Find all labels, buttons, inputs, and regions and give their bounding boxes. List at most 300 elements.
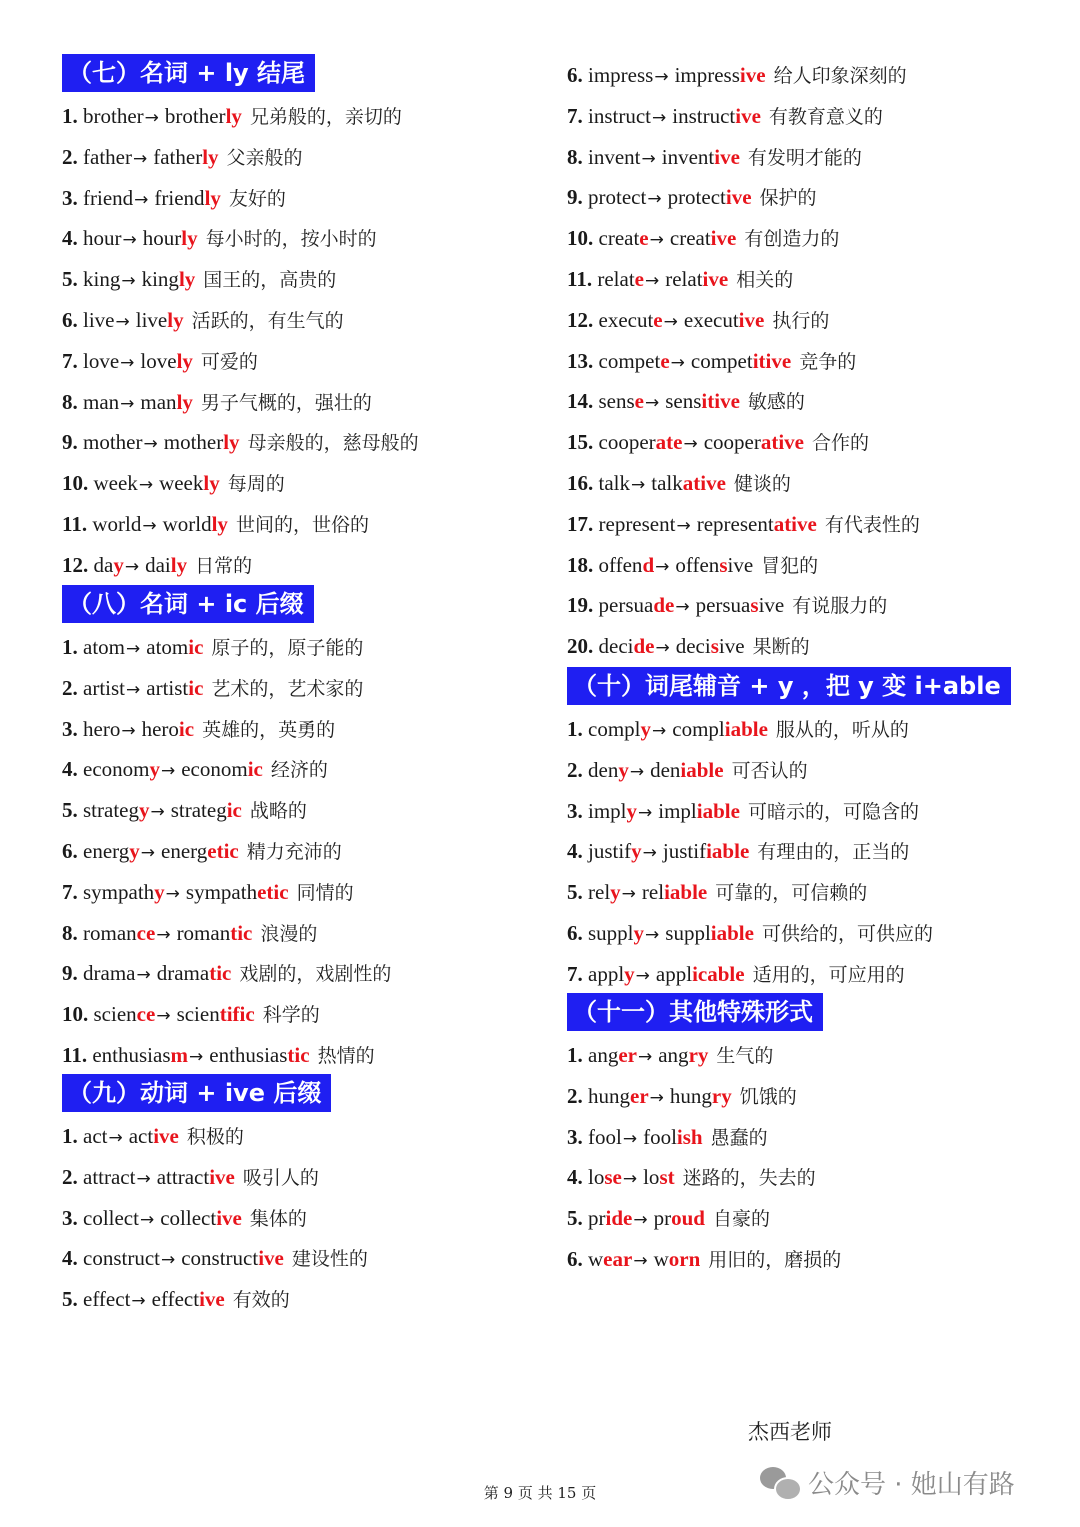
chinese-meaning: 给人印象深刻的 xyxy=(773,65,907,87)
chinese-meaning: 可爱的 xyxy=(200,350,258,373)
entry-number: 16. xyxy=(567,471,594,495)
entry-number: 5. xyxy=(567,1206,583,1231)
arrow-icon: → xyxy=(160,761,176,782)
vocab-entry xyxy=(62,953,391,994)
base-word: strateg xyxy=(83,798,139,823)
entry-number: 4. xyxy=(62,226,78,251)
base-word: suppl xyxy=(588,921,634,945)
entry-number: 12. xyxy=(62,552,89,577)
page-number: 第 9 页 共 15 页 xyxy=(483,1484,597,1502)
entry-number: 11. xyxy=(567,267,593,291)
base-ending: y xyxy=(149,757,160,782)
derived-suffix: ative xyxy=(760,430,805,455)
vocab-entry xyxy=(62,913,317,954)
arrow-icon: → xyxy=(124,556,140,577)
base-word: artist xyxy=(83,675,125,700)
vocab-entry xyxy=(62,1238,368,1279)
chinese-meaning: 科学的 xyxy=(262,1004,320,1027)
entry-number: 6. xyxy=(62,308,78,332)
entry-number: 9. xyxy=(567,185,583,210)
derived-suffix: ly xyxy=(225,104,242,128)
arrow-icon: → xyxy=(115,312,130,332)
chinese-meaning: 活跃的，有生气的 xyxy=(191,310,344,332)
chinese-meaning: 日常的 xyxy=(195,554,253,577)
base-ending: de xyxy=(633,634,655,659)
base-ending: ide xyxy=(605,1206,633,1231)
derived-suffix: ic xyxy=(188,675,204,700)
base-word: father xyxy=(83,144,132,169)
arrow-icon: → xyxy=(647,189,662,210)
arrow-icon: → xyxy=(652,721,667,741)
base-word: sympath xyxy=(83,879,155,904)
base-word: da xyxy=(93,552,114,577)
derived-suffix: ive xyxy=(153,1124,179,1148)
derived-suffix: ry xyxy=(688,1043,709,1067)
chinese-meaning: 吸引人的 xyxy=(242,1166,319,1189)
vocab-entry xyxy=(567,463,791,504)
derived-suffix: iable xyxy=(696,798,740,823)
vocab-entry xyxy=(567,1157,816,1198)
derived-stem: artist xyxy=(146,675,189,700)
vocab-entry xyxy=(62,178,286,219)
derived-stem: man xyxy=(140,389,177,414)
vocab-entry xyxy=(62,463,285,504)
section-heading: （七）名词 + ly 结尾 xyxy=(62,54,315,92)
derived-suffix: ive xyxy=(209,1164,235,1189)
vocab-entry xyxy=(567,545,818,586)
entry-number: 15. xyxy=(567,430,594,455)
base-ending: ce xyxy=(136,1002,156,1027)
derived-stem: brother xyxy=(164,104,226,128)
base-ending: y xyxy=(633,921,645,945)
derived-stem: energ xyxy=(161,839,208,863)
derived-stem: drama xyxy=(156,961,210,986)
base-word: compet xyxy=(598,348,661,373)
base-ending: er xyxy=(618,1043,637,1067)
base-ending: y xyxy=(618,757,629,782)
section-heading: （八）名词 + ic 后缀 xyxy=(62,585,314,623)
vocab-entry xyxy=(567,218,839,259)
derived-suffix: iable xyxy=(706,839,750,864)
base-ending: ce xyxy=(136,920,156,945)
derived-stem: econom xyxy=(181,757,248,782)
derived-stem: represent xyxy=(696,511,774,536)
arrow-icon: → xyxy=(655,556,670,577)
arrow-icon: → xyxy=(150,802,165,823)
entry-number: 2. xyxy=(62,144,78,169)
base-word: energ xyxy=(83,839,130,863)
base-word: creat xyxy=(598,226,640,251)
vocab-entry xyxy=(62,300,344,341)
arrow-icon: → xyxy=(122,230,137,251)
entry-number: 17. xyxy=(567,511,594,536)
derived-suffix: ive xyxy=(735,103,761,128)
derived-stem: invent xyxy=(661,144,715,169)
derived-rest: ive xyxy=(758,593,785,618)
derived-suffix: ly xyxy=(223,430,240,455)
base-word: effect xyxy=(83,1287,131,1312)
derived-suffix: iable xyxy=(710,921,754,945)
arrow-icon: → xyxy=(139,1209,155,1230)
base-ending: y xyxy=(154,879,165,904)
arrow-icon: → xyxy=(621,884,636,905)
vocab-entry xyxy=(62,218,377,259)
chinese-meaning: 果断的 xyxy=(752,636,810,659)
derived-stem: creat xyxy=(669,226,711,251)
base-ending: ate xyxy=(655,430,683,455)
entry-number: 2. xyxy=(62,1164,78,1189)
arrow-icon: → xyxy=(121,720,136,741)
section-heading: （十）词尾辅音 + y ，把 y 变 i+able xyxy=(567,667,1011,705)
base-word: mother xyxy=(83,430,143,455)
base-word: construct xyxy=(83,1246,160,1271)
base-word: econom xyxy=(83,757,150,782)
base-word: hung xyxy=(588,1083,630,1108)
entry-number: 8. xyxy=(62,920,78,945)
chinese-meaning: 父亲般的 xyxy=(226,146,303,169)
derived-stem: love xyxy=(140,348,177,373)
vocab-entry xyxy=(567,96,883,137)
vocab-entry xyxy=(567,381,805,422)
base-word: lo xyxy=(588,1165,605,1190)
arrow-icon: → xyxy=(120,393,135,414)
chinese-meaning: 英雄的，英勇的 xyxy=(202,718,336,741)
chinese-meaning: 积极的 xyxy=(186,1126,244,1148)
arrow-icon: → xyxy=(132,148,148,169)
base-word: world xyxy=(92,512,142,536)
chinese-meaning: 原子的，原子能的 xyxy=(211,637,364,659)
derived-suffix: iable xyxy=(724,717,768,741)
base-word: cooper xyxy=(598,430,656,455)
chinese-meaning: 集体的 xyxy=(249,1207,307,1230)
arrow-icon: → xyxy=(160,1250,176,1271)
vocab-entry xyxy=(62,831,342,872)
derived-stem: talk xyxy=(651,471,683,495)
derived-suffix: ly xyxy=(176,348,193,373)
base-word: offen xyxy=(598,552,643,577)
vocab-entry xyxy=(62,504,369,545)
base-word: invent xyxy=(588,144,641,169)
vocab-entry xyxy=(62,137,303,178)
chinese-meaning: 敏感的 xyxy=(747,391,805,414)
derived-suffix: ive xyxy=(199,1287,225,1312)
derived-suffix: ly xyxy=(211,512,228,536)
entry-number: 5. xyxy=(567,880,583,905)
vocab-entry xyxy=(62,627,363,668)
arrow-icon: → xyxy=(126,679,141,700)
entry-number: 6. xyxy=(567,1247,583,1271)
base-word: atom xyxy=(83,635,125,659)
derived-stem: attract xyxy=(156,1164,210,1189)
base-word: brother xyxy=(83,104,144,128)
chinese-meaning: 有教育意义的 xyxy=(768,105,883,128)
base-word: week xyxy=(93,471,138,496)
chinese-meaning: 自豪的 xyxy=(712,1208,770,1231)
base-word: impl xyxy=(588,798,627,823)
vocab-entry xyxy=(567,137,862,178)
derived-stem: ang xyxy=(658,1043,689,1067)
vocab-entry xyxy=(567,709,909,750)
derived-suffix: tic xyxy=(209,961,232,986)
arrow-icon: → xyxy=(165,883,180,904)
arrow-icon: → xyxy=(683,434,698,455)
derived-suffix: ic xyxy=(226,798,242,823)
base-ending: y xyxy=(113,552,124,577)
derived-suffix: st xyxy=(659,1165,675,1190)
arrow-icon: → xyxy=(645,925,660,945)
chinese-meaning: 国王的，高贵的 xyxy=(203,269,337,292)
base-word: impress xyxy=(588,63,654,87)
entry-number: 1. xyxy=(567,1043,583,1067)
chinese-meaning: 精力充沛的 xyxy=(246,841,342,863)
vocab-entry xyxy=(567,422,869,463)
section-heading: （九）动词 + ive 后缀 xyxy=(62,1074,331,1112)
chinese-meaning: 适用的，可应用的 xyxy=(752,963,905,986)
arrow-icon: → xyxy=(649,230,664,251)
derived-stem: relat xyxy=(665,267,703,291)
entry-number: 4. xyxy=(567,1165,583,1190)
base-word: attract xyxy=(83,1164,136,1189)
chinese-meaning: 饥饿的 xyxy=(739,1085,797,1108)
vocab-entry xyxy=(62,790,307,831)
arrow-icon: → xyxy=(138,475,154,496)
arrow-icon: → xyxy=(622,1169,638,1190)
vocab-entry xyxy=(567,300,829,341)
base-ending: ear xyxy=(603,1247,633,1271)
derived-stem: sympath xyxy=(185,879,258,904)
derived-suffix: ative xyxy=(773,511,817,536)
arrow-icon: → xyxy=(644,271,660,291)
base-word: justif xyxy=(588,839,632,864)
chinese-meaning: 友好的 xyxy=(228,187,286,210)
chinese-meaning: 执行的 xyxy=(772,309,830,332)
vocab-entry xyxy=(62,1116,244,1157)
vocab-entry xyxy=(567,872,867,913)
derived-suffix: ly xyxy=(178,267,196,292)
base-ending: er xyxy=(630,1083,649,1108)
derived-stem: scien xyxy=(176,1002,220,1027)
base-word: enthusias xyxy=(92,1043,171,1067)
chinese-meaning: 有发明才能的 xyxy=(747,146,862,169)
derived-stem: strateg xyxy=(170,798,227,823)
derived-stem: den xyxy=(650,757,681,782)
arrow-icon: → xyxy=(121,271,136,292)
derived-rest: ive xyxy=(718,634,745,659)
derived-stem: deci xyxy=(675,634,711,659)
chinese-meaning: 有代表性的 xyxy=(824,513,920,536)
entry-number: 10. xyxy=(62,471,89,496)
arrow-icon: → xyxy=(631,475,646,495)
chinese-meaning: 可暗示的，可隐含的 xyxy=(747,800,919,823)
derived-stem: father xyxy=(153,144,203,169)
derived-stem: live xyxy=(135,308,168,332)
arrow-icon: → xyxy=(637,1047,653,1067)
arrow-icon: → xyxy=(655,638,670,659)
vocab-entry xyxy=(62,341,258,382)
entry-number: 3. xyxy=(62,185,78,210)
chinese-meaning: 有效的 xyxy=(232,1289,290,1312)
arrow-icon: → xyxy=(156,924,171,945)
vocab-entry xyxy=(62,1157,319,1198)
base-word: rel xyxy=(588,880,611,905)
entry-number: 2. xyxy=(62,675,78,700)
entry-number: 1. xyxy=(62,635,78,659)
arrow-icon: → xyxy=(140,843,156,863)
teacher-signature: 杰西老师 xyxy=(748,1420,832,1444)
chinese-meaning: 建设性的 xyxy=(291,1248,368,1271)
derived-suffix: ive xyxy=(739,63,766,87)
arrow-icon: → xyxy=(670,352,685,373)
base-word: collect xyxy=(83,1205,139,1230)
vocab-entry xyxy=(567,626,810,667)
derived-stem: fool xyxy=(643,1124,677,1149)
derived-suffix: itive xyxy=(701,389,740,414)
arrow-icon: → xyxy=(676,515,691,536)
chinese-meaning: 竞争的 xyxy=(799,350,857,373)
base-word: appl xyxy=(588,961,625,986)
chinese-meaning: 战略的 xyxy=(249,800,307,823)
chinese-meaning: 可否认的 xyxy=(731,759,808,782)
entry-number: 11. xyxy=(62,512,88,536)
entry-number: 4. xyxy=(62,1246,78,1271)
entry-number: 3. xyxy=(567,798,583,823)
derived-stem: enthusias xyxy=(209,1043,288,1067)
entry-number: 6. xyxy=(567,921,583,945)
base-ending: d xyxy=(642,552,655,577)
derived-stem: king xyxy=(141,267,179,292)
base-word: pr xyxy=(588,1206,606,1231)
derived-stem: rel xyxy=(641,880,665,905)
base-word: man xyxy=(83,389,120,414)
arrow-icon: → xyxy=(144,108,159,128)
entry-number: 1. xyxy=(567,717,583,741)
derived-suffix: ly xyxy=(176,389,193,414)
wechat-icon xyxy=(760,1465,800,1501)
arrow-icon: → xyxy=(633,1251,648,1271)
entry-number: 3. xyxy=(62,1205,78,1230)
entry-number: 2. xyxy=(567,1083,583,1108)
base-word: live xyxy=(83,308,115,332)
arrow-icon: → xyxy=(134,189,149,210)
chinese-meaning: 每小时的，按小时的 xyxy=(205,228,377,251)
base-word: protect xyxy=(588,185,647,210)
derived-stem: sens xyxy=(665,389,702,414)
entry-number: 7. xyxy=(62,879,78,904)
base-ending: y xyxy=(624,961,635,986)
vocab-entry xyxy=(62,1198,307,1239)
base-word: instruct xyxy=(588,103,651,128)
derived-stem: construct xyxy=(181,1246,259,1271)
chinese-meaning: 有创造力的 xyxy=(744,228,840,251)
base-ending: e xyxy=(639,226,649,251)
base-ending: se xyxy=(604,1165,622,1190)
derived-stem: cooper xyxy=(703,430,761,455)
entry-number: 4. xyxy=(62,757,78,782)
chinese-meaning: 保护的 xyxy=(759,187,817,210)
arrow-icon: → xyxy=(108,1128,123,1148)
chinese-meaning: 世间的，世俗的 xyxy=(235,514,369,536)
derived-suffix: ive xyxy=(702,267,729,291)
arrow-icon: → xyxy=(189,1047,204,1067)
vocab-entry xyxy=(567,831,909,872)
base-ending: e xyxy=(653,307,663,332)
base-word: den xyxy=(588,757,619,782)
derived-suffix: ly xyxy=(167,308,184,332)
derived-suffix: iable xyxy=(664,880,708,905)
arrow-icon: → xyxy=(131,1291,146,1312)
base-word: ang xyxy=(588,1043,619,1067)
vocab-entry xyxy=(62,422,419,463)
entry-number: 5. xyxy=(62,798,78,823)
arrow-icon: → xyxy=(652,107,667,128)
entry-number: 4. xyxy=(567,839,583,864)
derived-stem: compet xyxy=(690,348,753,373)
entry-number: 1. xyxy=(62,104,78,128)
base-ending: y xyxy=(129,839,140,863)
arrow-icon: → xyxy=(663,311,678,332)
derived-stem: persua xyxy=(695,593,751,618)
entry-number: 11. xyxy=(62,1043,88,1067)
base-ending: e xyxy=(634,389,644,414)
derived-suffix: ic xyxy=(247,757,263,782)
chinese-meaning: 有说服力的 xyxy=(792,595,888,618)
chinese-meaning: 可靠的，可信赖的 xyxy=(715,882,868,905)
arrow-icon: → xyxy=(156,1006,171,1027)
arrow-icon: → xyxy=(654,67,669,87)
derived-stem: atom xyxy=(146,635,189,659)
derived-stem: instruct xyxy=(672,103,736,128)
entry-number: 14. xyxy=(567,389,594,414)
derived-stem: hero xyxy=(141,716,179,741)
chinese-meaning: 男子气概的，强壮的 xyxy=(200,391,372,414)
base-ending: y xyxy=(631,839,642,864)
vocab-entry xyxy=(567,177,817,218)
vocab-entry xyxy=(567,585,887,626)
entry-number: 9. xyxy=(62,430,78,455)
derived-stem: impress xyxy=(674,63,740,87)
derived-stem: offen xyxy=(675,552,720,577)
vocab-entry xyxy=(567,1198,770,1239)
arrow-icon: → xyxy=(126,639,141,659)
watermark-text: 公众号 · 她山有路 xyxy=(808,1470,1015,1500)
derived-stem: friend xyxy=(154,185,205,210)
vocab-entry xyxy=(567,55,907,96)
chinese-meaning: 用旧的，磨损的 xyxy=(708,1249,842,1271)
derived-stem: suppl xyxy=(665,921,711,945)
derived-stem: collect xyxy=(160,1205,217,1230)
derived-stem: compl xyxy=(672,717,725,741)
derived-suffix: ic xyxy=(178,716,195,741)
derived-suffix: ative xyxy=(682,471,726,495)
derived-stem: hung xyxy=(669,1083,712,1108)
derived-stem: impl xyxy=(658,798,697,823)
chinese-meaning: 浪漫的 xyxy=(260,922,318,945)
arrow-icon: → xyxy=(638,802,653,823)
derived-suffix: ry xyxy=(711,1083,732,1108)
chinese-meaning: 兄弟般的，亲切的 xyxy=(249,106,402,128)
derived-suffix: ive xyxy=(216,1205,242,1230)
chinese-meaning: 冒犯的 xyxy=(761,554,819,577)
base-word: relat xyxy=(597,267,635,291)
arrow-icon: → xyxy=(675,597,690,618)
vocab-entry xyxy=(567,504,920,545)
derived-suffix: ive xyxy=(710,226,737,251)
base-ending: y xyxy=(640,717,651,741)
chinese-meaning: 可供给的，可供应的 xyxy=(761,923,933,945)
derived-suffix: ly xyxy=(202,144,219,169)
base-ending: e xyxy=(660,348,670,373)
vocab-entry xyxy=(62,96,402,137)
